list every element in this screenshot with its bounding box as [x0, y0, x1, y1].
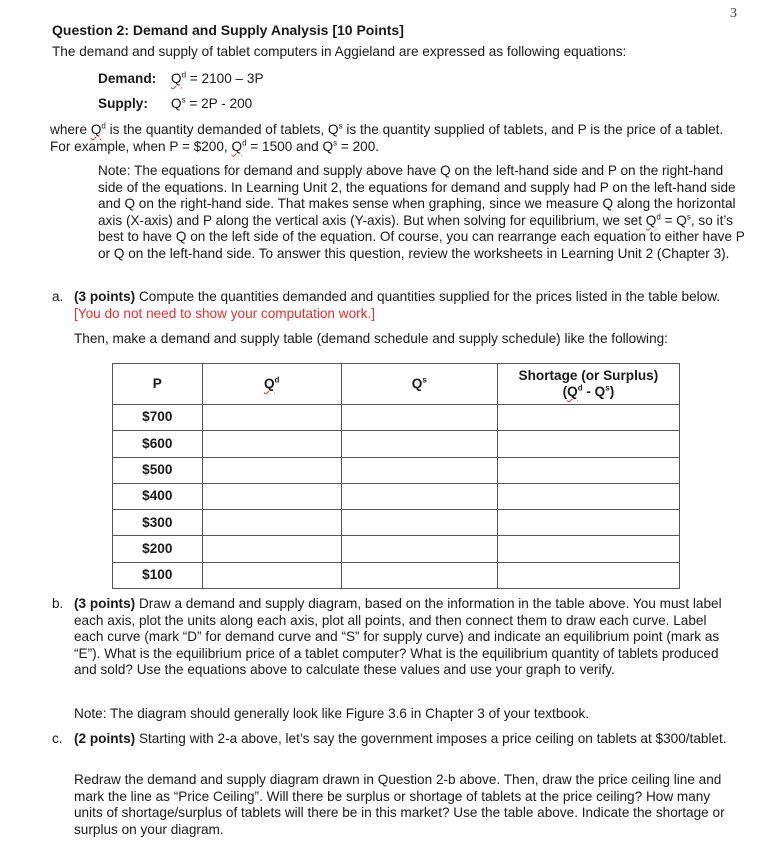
item-a-points: (3 points): [74, 289, 136, 304]
shortage-cell[interactable]: [497, 510, 679, 536]
price-cell: $500: [113, 457, 203, 483]
price-cell: $400: [113, 483, 203, 509]
shortage-cell[interactable]: [497, 457, 679, 483]
header-price: P: [113, 364, 203, 405]
item-a-body: Compute the quantities demanded and quantities supplied for the prices listed in the table below.: [135, 289, 721, 304]
header-shortage-line1: Shortage (or Surplus): [518, 368, 659, 383]
item-b-body: Draw a demand and supply diagram, based on the information in the table above. You must label each axis, plot the units along each axis, plot all points, and then connect them to draw each curve. Label each curve (mark “D” for demand curve and “S” for supply curve) and indicate an equilibrium point (mark as “E”). What is the equilibrium price of a tablet computer? What is the equilibrium quantity of tablets produced and sold? Use the equations above to calculate these values and use your graph to verify.: [74, 596, 722, 677]
header-shortage-sup1: d: [577, 383, 583, 393]
shortage-cell[interactable]: [497, 431, 679, 457]
table-row: [113, 562, 680, 588]
demand-equation: [98, 70, 264, 88]
item-b-marker: b.: [52, 596, 64, 611]
qd-cell[interactable]: [202, 562, 341, 588]
qs-cell[interactable]: [341, 483, 497, 509]
item-c-body: Starting with 2-a above, let’s say the government imposes a price ceiling on tablets at $300/tablet.: [135, 731, 727, 746]
qd-cell[interactable]: [202, 510, 341, 536]
item-a-marker: a.: [52, 289, 64, 304]
qs-cell[interactable]: [341, 457, 497, 483]
qd-cell[interactable]: [202, 457, 341, 483]
header-qd: [202, 364, 341, 405]
item-b-note: Note: The diagram should generally look like Figure 3.6 in Chapter 3 of your textbook.: [74, 706, 590, 721]
header-qd-sup: d: [274, 375, 280, 385]
supply-sup: s: [181, 95, 186, 105]
qs-cell[interactable]: [341, 431, 497, 457]
note-text-3: , so it’s best to have Q on the left side of the equation. Of course, you can rearrange each equation to either have P or Q on the left-hand side. To answer this question, review the worksheets in Learning Unit 2 (Chapter 3).: [98, 212, 745, 261]
demand-sup: d: [181, 70, 187, 80]
demand-expression: [171, 71, 264, 88]
header-shortage-close: ): [609, 384, 615, 399]
table-row: [113, 457, 680, 483]
note-text-1: Note: The equations for demand and supply above have Q on the left-hand side and P on the right-hand side of the equations. In Learning Unit 2, the equations for demand and supply had P on the left-hand side and Q on the right-hand side. That makes sense when graphing, since we measure Q along the horizontal axis (X-axis) and P along the vertical axis (Y-axis). But when solving for equilibrium, we set: [98, 163, 736, 228]
where-text-1: where: [50, 122, 91, 137]
item-c-marker: c.: [52, 731, 63, 746]
qs-cell[interactable]: [341, 536, 497, 562]
shortage-cell[interactable]: [497, 562, 679, 588]
intro-text: The demand and supply of tablet computers in Aggieland are expressed as following equations:: [52, 44, 627, 59]
demand-rhs: = 2100 – 3P: [186, 71, 264, 86]
where-sup-1: d: [101, 121, 106, 131]
qd-cell[interactable]: [202, 431, 341, 457]
where-sup-3: d: [242, 137, 247, 147]
question-title: Question 2: Demand and Supply Analysis [10 Points]: [52, 22, 404, 38]
item-b-text: [74, 596, 739, 679]
demand-supply-table: [112, 363, 680, 589]
note-paragraph: [98, 163, 746, 262]
demand-label: Demand:: [98, 71, 157, 86]
item-a-text: [74, 289, 739, 322]
header-qs: [341, 364, 497, 405]
where-text-2: is the quantity demanded of tablets, Q: [105, 122, 339, 137]
where-sup-4: s: [333, 137, 338, 147]
item-a-red-note: [You do not need to show your computation work.]: [74, 305, 376, 321]
note-text-2: = Q: [660, 212, 687, 228]
note-sup-2: s: [686, 211, 691, 221]
supply-rhs: = 2P - 200: [185, 96, 253, 111]
item-c-points: (2 points): [74, 731, 136, 746]
supply-equation: [98, 95, 253, 113]
header-shortage-q1: Q: [567, 384, 578, 399]
header-shortage-sup2: s: [605, 383, 610, 393]
header-qd-q: Q: [263, 376, 275, 391]
page-number: 3: [730, 6, 737, 21]
qs-cell[interactable]: [341, 562, 497, 588]
item-a-then: Then, make a demand and supply table (demand schedule and supply schedule) like the following:: [74, 331, 668, 346]
where-text-3: is the quantity supplied of tablets, and P is the price of a tablet. For example, when P = $200,: [50, 122, 724, 154]
price-cell: $600: [113, 431, 203, 457]
header-shortage: [497, 364, 679, 405]
shortage-cell[interactable]: [497, 483, 679, 509]
table-row: [113, 431, 680, 457]
where-sup-2: s: [338, 121, 343, 131]
qd-cell[interactable]: [202, 483, 341, 509]
shortage-cell[interactable]: [497, 405, 679, 431]
demand-q: Q: [171, 71, 182, 86]
table-row: [113, 405, 680, 431]
supply-label: Supply:: [98, 96, 148, 111]
where-q: Q: [90, 122, 102, 137]
price-cell: $300: [113, 510, 203, 536]
header-shortage-minus: - Q: [582, 384, 606, 399]
qs-cell[interactable]: [341, 405, 497, 431]
supply-q: Q: [171, 96, 182, 111]
item-c-text-2: Redraw the demand and supply diagram drawn in Question 2-b above. Then, draw the price ceiling line and mark the line as “Price Ceiling”. Will there be surplus or shortage of tablets at the price ceiling? How many units of shortage/surplus of tablets will there be in this market? Use the table above. Indicate the shortage or surplus on your diagram.: [74, 772, 725, 837]
item-b-points: (3 points): [74, 596, 136, 611]
where-paragraph: [50, 122, 740, 155]
supply-expression: [171, 96, 252, 113]
shortage-cell[interactable]: [497, 536, 679, 562]
item-c-text: [74, 731, 734, 748]
qs-cell[interactable]: [341, 510, 497, 536]
price-cell: $200: [113, 536, 203, 562]
qd-cell[interactable]: [202, 536, 341, 562]
where-q-2: Q: [231, 138, 243, 154]
header-shortage-open: (: [562, 384, 568, 399]
where-text-5: = 200.: [337, 138, 380, 154]
qd-cell[interactable]: [202, 405, 341, 431]
header-qs-q: Q: [411, 376, 423, 391]
table-row: [113, 483, 680, 509]
price-cell: $100: [113, 562, 203, 588]
price-cell: $700: [113, 405, 203, 431]
note-q: Q: [645, 212, 657, 228]
table-row: [113, 536, 680, 562]
header-qs-sup: s: [422, 375, 427, 385]
table-row: [113, 510, 680, 536]
table-header-row: [113, 364, 680, 405]
where-text-4: = 1500 and Q: [246, 138, 334, 154]
note-sup-1: d: [656, 211, 661, 221]
